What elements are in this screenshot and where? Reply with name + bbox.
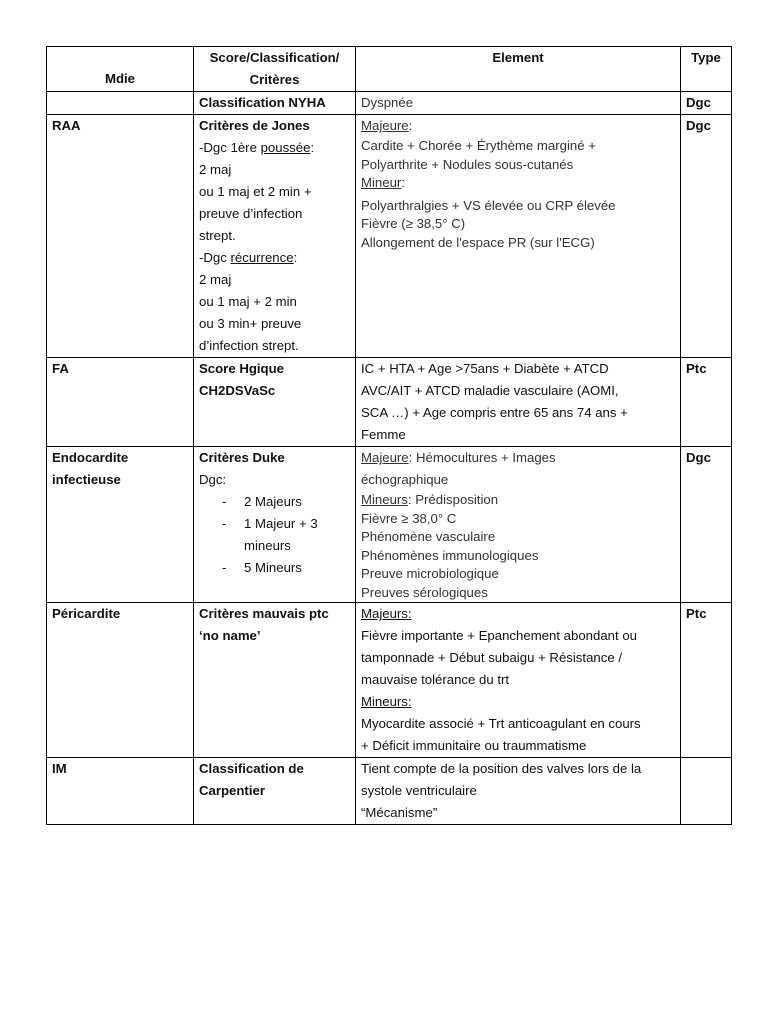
table-row bbox=[47, 447, 732, 603]
score-title: Critères de Jones bbox=[199, 118, 310, 133]
type-cell bbox=[681, 358, 732, 447]
score-title: Classification NYHA bbox=[199, 95, 326, 110]
score-cell: Critères de Jones -Dgc 1ère poussée: 2 maj ou 1 maj et 2 min + preuve d’infection strept. -Dgc récurrence: 2 maj ou 1 maj + 2 min ou 3 min+ preuve d’infection strept. bbox=[194, 115, 356, 358]
header-type: Type bbox=[691, 50, 721, 65]
score-title: Critères Duke bbox=[199, 450, 285, 465]
element-cell: Majeurs: Fièvre importante + Epanchement abondant ou tamponnade + Début subaigu + Résistance / mauvaise tolérance du trt Mineurs: Myocardite associé + Trt anticoagulant en cours + Déficit immunitaire ou traummatisme bbox=[356, 603, 681, 758]
score-cell: Classification de Carpentier bbox=[194, 758, 356, 825]
score-cell bbox=[194, 92, 356, 115]
header-score: Score/Classification/ Critères bbox=[209, 50, 340, 87]
element-cell: Tient compte de la position des valves lors de la systole ventriculaire “Mécanisme” bbox=[356, 758, 681, 825]
header-cell-element bbox=[356, 47, 681, 92]
type-badge: Dgc bbox=[686, 118, 711, 133]
score-cell: Critères mauvais ptc ‘no name’ bbox=[194, 603, 356, 758]
disease-name: RAA bbox=[52, 118, 81, 133]
header-cell-type bbox=[681, 47, 732, 92]
header-element: Element bbox=[492, 50, 544, 65]
type-badge: Ptc bbox=[686, 606, 707, 621]
table-row bbox=[47, 758, 732, 825]
disease-cell: Endocardite infectieuse bbox=[47, 447, 194, 603]
table-row bbox=[47, 115, 732, 358]
disease-cell bbox=[47, 603, 194, 758]
type-cell bbox=[681, 115, 732, 358]
element-cell: Majeure: Cardite + Chorée + Érythème marginé + Polyarthrite + Nodules sous-cutanés Mineur: Polyarthralgies + VS élevée ou CRP élevée Fièvre (≥ 38,5° C) Allongement de l'espace PR (sur l'ECG) bbox=[356, 115, 681, 358]
disease-cell bbox=[47, 92, 194, 115]
header-cell-disease bbox=[47, 47, 194, 92]
type-cell bbox=[681, 603, 732, 758]
disease-cell bbox=[47, 758, 194, 825]
table-row bbox=[47, 358, 732, 447]
disease-cell bbox=[47, 115, 194, 358]
element-cell: Majeure: Hémocultures + Images échographique Mineurs: Prédisposition Fièvre ≥ 38,0° C Phénomène vasculaire Phénomènes immunologiques Preuve microbiologique Preuves sérologiques bbox=[356, 447, 681, 603]
element-cell: IC + HTA + Age >75ans + Diabète + ATCD AVC/AIT + ATCD maladie vasculaire (AOMI, SCA …) + Age compris entre 65 ans 74 ans + Femme bbox=[356, 358, 681, 447]
disease-cell bbox=[47, 358, 194, 447]
type-badge: Ptc bbox=[686, 361, 707, 376]
disease-name: FA bbox=[52, 361, 69, 376]
type-cell bbox=[681, 92, 732, 115]
table-row bbox=[47, 603, 732, 758]
header-disease: Mdie bbox=[104, 71, 136, 86]
element-cell: Dyspnée bbox=[356, 92, 681, 115]
disease-name: IM bbox=[52, 761, 67, 776]
type-badge: Dgc bbox=[686, 95, 711, 110]
score-cell: Critères Duke Dgc: - 2 Majeurs - 1 Majeur + 3 mineurs - 5 Mineurs bbox=[194, 447, 356, 603]
criteria-table bbox=[46, 46, 732, 825]
table-row bbox=[47, 92, 732, 115]
type-badge: Dgc bbox=[686, 450, 711, 465]
disease-name: Péricardite bbox=[52, 606, 121, 621]
header-cell-score bbox=[194, 47, 356, 92]
table-header-row bbox=[47, 47, 732, 92]
score-cell: Score Hgique CH2DSVaSc bbox=[194, 358, 356, 447]
type-cell bbox=[681, 447, 732, 603]
type-cell bbox=[681, 758, 732, 825]
